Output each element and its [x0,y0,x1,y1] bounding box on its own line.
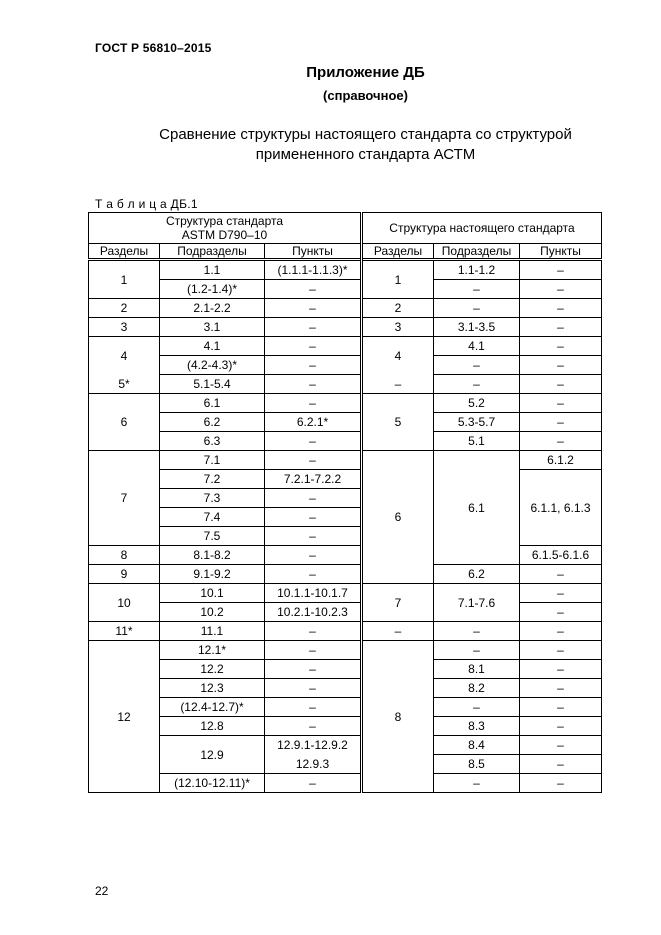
standard-designation: ГОСТ Р 56810–2015 [95,41,212,55]
table-cell: – [520,413,602,432]
table-cell: – [434,641,520,660]
table-cell: – [520,318,602,337]
table-cell: 11.1 [160,622,265,641]
table-row [89,451,602,470]
table-cell: – [434,774,520,793]
table-row [89,698,602,717]
table-cell: – [362,375,434,394]
table-cell: – [265,641,362,660]
table-cell: – [434,622,520,641]
table-cell: 3 [89,318,160,337]
table-row [89,413,602,432]
table-cell: – [265,508,362,527]
table-cell: 5.2 [434,394,520,413]
table-cell: 6.1.1, 6.1.3 [520,470,602,546]
table-row [89,774,602,793]
header-this-standard: Структура настоящего стандарта [362,213,602,244]
table-cell: – [265,280,362,299]
table-cell: 7.2.1-7.2.2 [265,470,362,489]
table-cell: – [265,394,362,413]
col-header-points: Пункты [265,244,362,260]
table-cell: 8.1 [434,660,520,679]
table-cell: 4 [89,337,160,375]
col-header-subsections: Подразделы [160,244,265,260]
table-cell: 9.1-9.2 [160,565,265,584]
table-cell: – [520,755,602,774]
table-cell: 12.9.3 [265,755,362,774]
table-cell: 12 [89,641,160,793]
table-cell: 2 [89,299,160,318]
table-cell: – [265,698,362,717]
table-cell: 12.2 [160,660,265,679]
table-cell: – [520,736,602,755]
header-astm [89,213,362,244]
table-cell: 6.1.5-6.1.6 [520,546,602,565]
table-cell: 6.2 [434,565,520,584]
table-cell: 6 [89,394,160,451]
table-cell: 2 [362,299,434,318]
table-header-row [89,213,602,244]
col-header-subsections: Подразделы [434,244,520,260]
table-cell: – [265,527,362,546]
table-cell: 3.1-3.5 [434,318,520,337]
table-row [89,356,602,375]
table-cell: 4.1 [160,337,265,356]
table-cell: 1.1-1.2 [434,260,520,280]
table-cell: 12.8 [160,717,265,736]
table-cell: – [434,280,520,299]
table-cell: (1.2-1.4)* [160,280,265,299]
table-cell: – [265,717,362,736]
header-astm-line2: ASTM D790–10 [181,228,268,242]
table-cell: 7.1 [160,451,265,470]
table-row [89,375,602,394]
table-cell: – [434,356,520,375]
table-cell: – [265,546,362,565]
table-cell: – [520,299,602,318]
table-cell: – [265,565,362,584]
table-row [89,337,602,356]
table-cell: 4 [362,337,434,375]
table-cell: 5.1 [434,432,520,451]
table-cell: 12.3 [160,679,265,698]
table-cell: – [520,698,602,717]
table-row [89,565,602,584]
table-cell: 6.2 [160,413,265,432]
table-cell: – [520,774,602,793]
col-header-points: Пункты [520,244,602,260]
table-cell: 1 [362,260,434,299]
table-cell: 5.3-5.7 [434,413,520,432]
table-cell: – [265,451,362,470]
comparison-table [88,212,602,793]
table-caption: Т а б л и ц а ДБ.1 [95,197,198,211]
table-row [89,394,602,413]
table-cell: – [520,679,602,698]
table-row [89,470,602,489]
table-cell: 8 [362,641,434,793]
table-cell: (4.2-4.3)* [160,356,265,375]
table-cell: 5 [362,394,434,451]
col-header-sections: Разделы [362,244,434,260]
table-cell: – [265,660,362,679]
table-cell: 12.9.1-12.9.2 [265,736,362,755]
table-row [89,603,602,622]
table-cell: – [434,375,520,394]
table-cell: (12.4-12.7)* [160,698,265,717]
table-cell: 10.1.1-10.1.7 [265,584,362,603]
table-subheader-row [89,244,602,260]
table-cell: 6 [362,451,434,584]
table-cell: 10.2.1-10.2.3 [265,603,362,622]
table-cell: 3 [362,318,434,337]
table-cell: – [265,356,362,375]
table-cell: 8.3 [434,717,520,736]
table-row [89,432,602,451]
table-row [89,717,602,736]
table-cell: – [520,356,602,375]
table-cell: 6.1 [160,394,265,413]
table-cell: – [520,432,602,451]
table-row [89,660,602,679]
table-cell: 7.4 [160,508,265,527]
table-cell: – [520,260,602,280]
table-cell: – [520,660,602,679]
table-cell: – [520,375,602,394]
table-row [89,299,602,318]
table-cell: – [520,280,602,299]
table-cell: 6.2.1* [265,413,362,432]
page-number: 22 [95,884,109,898]
table-cell: – [265,318,362,337]
table-cell: – [265,679,362,698]
table-cell: – [520,337,602,356]
table-cell: 7.3 [160,489,265,508]
table-cell: 6.1 [434,451,520,565]
table-cell: 5* [89,375,160,394]
table-cell: 6.3 [160,432,265,451]
table-cell: 8.2 [434,679,520,698]
table-cell: – [265,337,362,356]
table-cell: 7 [89,451,160,546]
table-cell: – [520,717,602,736]
table-cell: – [265,375,362,394]
table-cell: – [520,622,602,641]
table-cell: 11* [89,622,160,641]
table-cell: – [520,394,602,413]
table-row [89,546,602,565]
table-cell: – [520,584,602,603]
table-row [89,641,602,660]
table-cell: 10.2 [160,603,265,622]
table-cell: 9 [89,565,160,584]
table-cell: 8.5 [434,755,520,774]
table-cell: 10 [89,584,160,622]
table-cell: 7.1-7.6 [434,584,520,622]
table-cell: – [434,299,520,318]
table-cell: – [434,698,520,717]
table-row [89,736,602,755]
table-cell: 12.1* [160,641,265,660]
appendix-title: Приложение ДБ [306,64,425,81]
table-row [89,260,602,280]
table-cell: 10.1 [160,584,265,603]
appendix-type: (справочное) [323,88,408,103]
table-cell: – [265,622,362,641]
table-row [89,318,602,337]
table-row [89,280,602,299]
table-cell: (12.10-12.11)* [160,774,265,793]
table-cell: 6.1.2 [520,451,602,470]
table-cell: 8.1-8.2 [160,546,265,565]
table-cell: – [265,774,362,793]
table-cell: – [265,299,362,318]
table-cell: 8 [89,546,160,565]
table-cell: – [520,603,602,622]
table-cell: – [265,432,362,451]
table-cell: 2.1-2.2 [160,299,265,318]
heading-line-2: примененного стандарта АСТМ [255,146,476,163]
table-cell: 4.1 [434,337,520,356]
heading-line-1: Сравнение структуры настоящего стандарта со структурой [159,126,572,143]
table-cell: 7 [362,584,434,622]
table-cell: 8.4 [434,736,520,755]
table-cell: 1 [89,260,160,299]
table-row [89,584,602,603]
table-cell: 1.1 [160,260,265,280]
table-cell: – [520,641,602,660]
col-header-sections: Разделы [89,244,160,260]
table-cell: 7.5 [160,527,265,546]
table-cell: – [362,622,434,641]
table-cell: – [520,565,602,584]
table-row [89,679,602,698]
table-cell: 7.2 [160,470,265,489]
table-cell: 3.1 [160,318,265,337]
table-cell: 5.1-5.4 [160,375,265,394]
table-row [89,622,602,641]
table-cell: 12.9 [160,736,265,774]
table-cell: (1.1.1-1.1.3)* [265,260,362,280]
table-cell: – [265,489,362,508]
header-astm-line1: Структура стандарта [165,214,284,228]
